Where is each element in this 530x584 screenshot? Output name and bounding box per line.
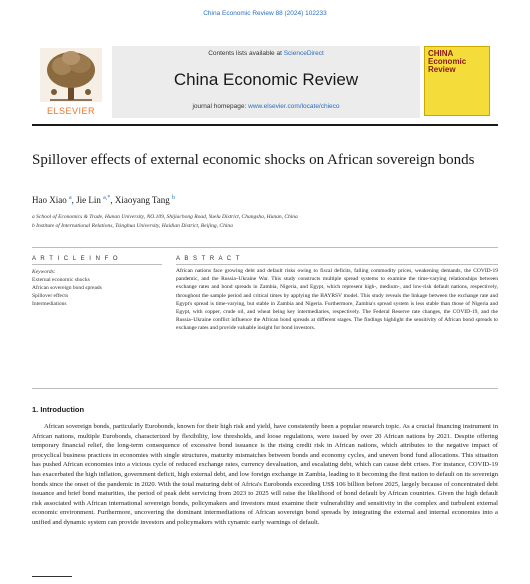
section-rule xyxy=(32,388,498,389)
introduction-text: African sovereign bonds, particularly Eurobonds, known for their high risk and yield, have consistently been a popular research topic. As a crucial financing instrument in African nations, multiple Eurobonds, characterized by flexibility, low thresholds, and loose regulations, were issued by over 20 African nations by 2021. Despite offering temporary financial relief, the long-term consequence of excessive bond issuance is the rising credit risk in African nations, which attributes to the negative impact of procyclical business practices in economies with single structures, maturity mismatches between bonds and economy cycles, and uneven bond fund allocations. This situation has pushed African economies into a vicious cycle of reduced exchange rates, currency devaluation, and escalating debt, which can cause debt crises. For instance, COVID-19 has exacerbated the high inflation, government deficit, high external debt, and low foreign exchange in Zambia, leading to it becoming the first nation to default on its sovereign bonds since the onset of the pandemic in 2020. With the total maturing debt of Africa's Eurobonds exceeding US$ 106 billion before 2025, largely because of concentrated debt issuance and brief bond maturities, the period of peak debt servicing from 2023 to 2025 will raise the likelihood of bond default by African countries. Given the high default risk associated with African international sovereign bonds, policymakers and investors must examine their vulnerability and sensitivity in the complex and turbulent external economic environment. Furthermore, uncovering the dominant intermediations of African sovereign bond spreads by integrating the external and internal economies into a unified and dynamic system can provide investors and policymakers with cynamic early warnings of default. xyxy=(32,423,498,526)
abstract-heading: A B S T R A C T xyxy=(176,256,241,262)
affiliation: b Institute of International Relations, Tsinghua University, Haidian District, Beijing, China xyxy=(32,223,233,229)
header-rule xyxy=(32,124,498,126)
publisher-name: ELSEVIER xyxy=(46,106,96,116)
abstract-rule xyxy=(176,264,498,265)
homepage-line xyxy=(112,103,420,110)
author-name[interactable]: Jie Lin xyxy=(76,195,101,205)
homepage-prefix: journal homepage: xyxy=(192,103,249,110)
contents-prefix: Contents lists available at xyxy=(208,50,284,57)
affiliation: a School of Economics & Trade, Hunan University, NO.109, Shijiachong Road, Yuelu District, Changsha, Hunan, China xyxy=(32,214,298,220)
elsevier-tree-logo xyxy=(40,48,102,102)
introduction-heading: 1. Introduction xyxy=(32,405,85,414)
info-rule xyxy=(32,264,162,265)
keyword: African sovereign bond spreads xyxy=(32,285,102,291)
section-rule xyxy=(32,247,498,248)
keyword: Intermediations xyxy=(32,301,67,307)
author-name[interactable]: Xiaoyang Tang xyxy=(114,195,170,205)
author-affil-mark[interactable]: a xyxy=(69,195,72,201)
author-affil-mark[interactable]: b xyxy=(172,195,176,201)
abstract-text: African nations face growing debt and default risks owing to fiscal deficits, falling commodity prices, weakening demands, the COVID-19 pandemic, and the Russia–Ukraine War. This study constructs multiple spread systems to examine the time-varying relationships between exchange rates and bond spreads in Zambia, Nigeria, and Egypt, which represent high-, medium-, and low-risk default nations, respectively, throughout the sample period and critical times by applying the BAYRSV model. This study reveals the linkage between the exchange rate and Egypt's spread is time-varying, but stable in Zambia and Nigeria. Furthermore, Zambia's spread system is less stable than those of Nigeria and Egypt, with copper, crude oil, and wheat being key intermediaries, respectively. The Federal Reserve rate changes, the COVID-19, and the Russia–Ukraine conflict influence the African bond spreads at different stages. The findings highlight the sensitivity of African bond spreads to exchange rates and provide valuable insight for bond investors. xyxy=(176,268,498,332)
keywords-label: Keywords: xyxy=(32,269,56,275)
keyword: External economic shocks xyxy=(32,277,90,283)
contents-line xyxy=(112,50,420,57)
article-info-heading: A R T I C L E I N F O xyxy=(32,256,120,262)
cover-title: CHINA Economic Review xyxy=(428,49,467,74)
journal-title: China Economic Review xyxy=(173,70,359,89)
article-title: Spillover effects of external economic shocks on African sovereign bonds xyxy=(32,152,475,168)
homepage-link[interactable]: www.elsevier.com/locate/chieco xyxy=(248,103,340,110)
author-list: Hao Xiao $^a$, Jie Lin $^{a,*}$, Xiaoyang Tang $^b$ xyxy=(32,195,176,205)
journal-citation[interactable]: China Economic Review 88 (2024) 102233 xyxy=(203,10,327,17)
keyword: Spillover effects xyxy=(32,293,69,299)
footnote-rule xyxy=(32,576,72,577)
author-name[interactable]: Hao Xiao xyxy=(32,195,67,205)
author-affil-mark[interactable]: a,* xyxy=(103,195,111,201)
sciencedirect-link[interactable]: ScienceDirect xyxy=(283,50,324,57)
